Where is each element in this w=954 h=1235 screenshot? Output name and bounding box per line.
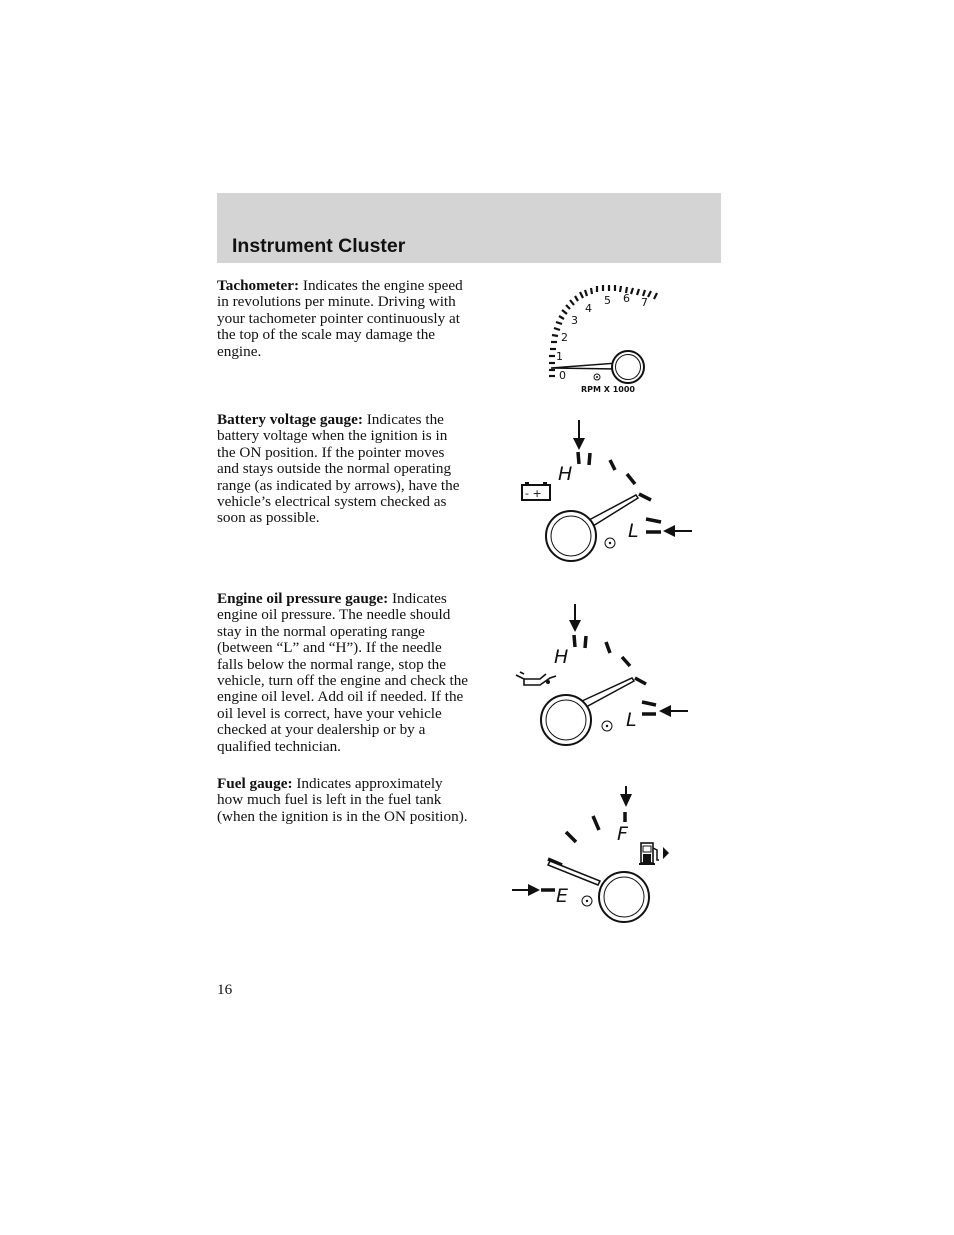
arrow-left-icon bbox=[663, 525, 675, 537]
page-number: 16 bbox=[217, 981, 233, 998]
tachometer-term: Tachometer: bbox=[217, 277, 300, 294]
tachometer-figure bbox=[540, 280, 670, 400]
oil-paragraph bbox=[217, 591, 469, 755]
battery-paragraph bbox=[217, 412, 469, 527]
fuel-body: Indicates approximately how much fuel is left in the fuel tank (when the ignition is in the ON position). bbox=[217, 775, 468, 825]
oil-hub bbox=[541, 695, 591, 745]
tachometer-gauge bbox=[540, 280, 670, 400]
section-header bbox=[217, 193, 721, 263]
oil-figure bbox=[510, 602, 695, 752]
oil-needle bbox=[582, 678, 634, 707]
battery-gauge bbox=[515, 418, 700, 568]
oil-pressure-gauge bbox=[510, 602, 695, 752]
fuel-figure bbox=[510, 784, 690, 924]
fuel-door-side-icon bbox=[663, 847, 669, 859]
oil-high-label: H bbox=[554, 646, 569, 668]
fuel-needle bbox=[548, 861, 600, 885]
battery-icon bbox=[522, 482, 550, 500]
battery-hub bbox=[546, 511, 596, 561]
tach-tick-label: 1 bbox=[556, 350, 563, 363]
fuel-gauge bbox=[510, 784, 690, 924]
tach-tick-label: 0 bbox=[559, 369, 566, 382]
tach-tick-label: 7 bbox=[641, 296, 648, 309]
tach-tick-label: 2 bbox=[561, 331, 568, 344]
tach-tick-label: 6 bbox=[623, 292, 630, 305]
oil-low-label: L bbox=[626, 709, 637, 731]
fuel-pump-icon bbox=[639, 843, 669, 865]
arrow-left-icon bbox=[659, 705, 671, 717]
tach-needle bbox=[551, 363, 617, 369]
fuel-hub bbox=[599, 872, 649, 922]
fuel-full-label: F bbox=[617, 823, 628, 845]
tachometer-body: Indicates the engine speed in revolutions per minute. Driving with your tachometer pointer continuously at the top of the scale may damage the engine. bbox=[217, 277, 463, 360]
battery-term: Battery voltage gauge: bbox=[217, 411, 363, 428]
battery-low-label: L bbox=[628, 520, 639, 542]
arrow-down-icon bbox=[620, 794, 632, 807]
oil-body: Indicates engine oil pressure. The needle should stay in the normal operating range (between “L” and “H”). If the needle falls below the normal range, stop the vehicle, turn off the engine and check the engine oil level. Add oil if needed. If the oil level is correct, have your vehicle checked at your dealership or by a qualified technician. bbox=[217, 590, 469, 755]
tach-hub bbox=[612, 351, 644, 383]
battery-symbol: - + bbox=[525, 487, 542, 500]
arrow-right-icon bbox=[528, 884, 540, 896]
fuel-paragraph bbox=[217, 776, 469, 825]
tach-tick-label: 3 bbox=[571, 314, 578, 327]
battery-figure bbox=[515, 418, 700, 568]
tachometer-paragraph bbox=[217, 278, 469, 360]
tach-unit-label: RPM X 1000 bbox=[581, 385, 635, 394]
arrow-down-icon bbox=[569, 620, 581, 632]
oil-term: Engine oil pressure gauge: bbox=[217, 590, 389, 607]
battery-body: Indicates the battery voltage when the ignition is in the ON position. If the pointer moves and stays outside the normal operating range (as indicated by arrows), have the vehicle’s electrical system checked as soon as possible. bbox=[217, 411, 460, 527]
fuel-term: Fuel gauge: bbox=[217, 775, 293, 792]
fuel-empty-label: E bbox=[556, 885, 569, 907]
tach-tick-label: 4 bbox=[585, 302, 592, 315]
page-title: Instrument Cluster bbox=[232, 235, 406, 257]
tach-tick-label: 5 bbox=[604, 294, 611, 307]
oil-can-icon bbox=[516, 672, 556, 685]
battery-high-label: H bbox=[558, 463, 573, 485]
arrow-down-icon bbox=[573, 438, 585, 450]
